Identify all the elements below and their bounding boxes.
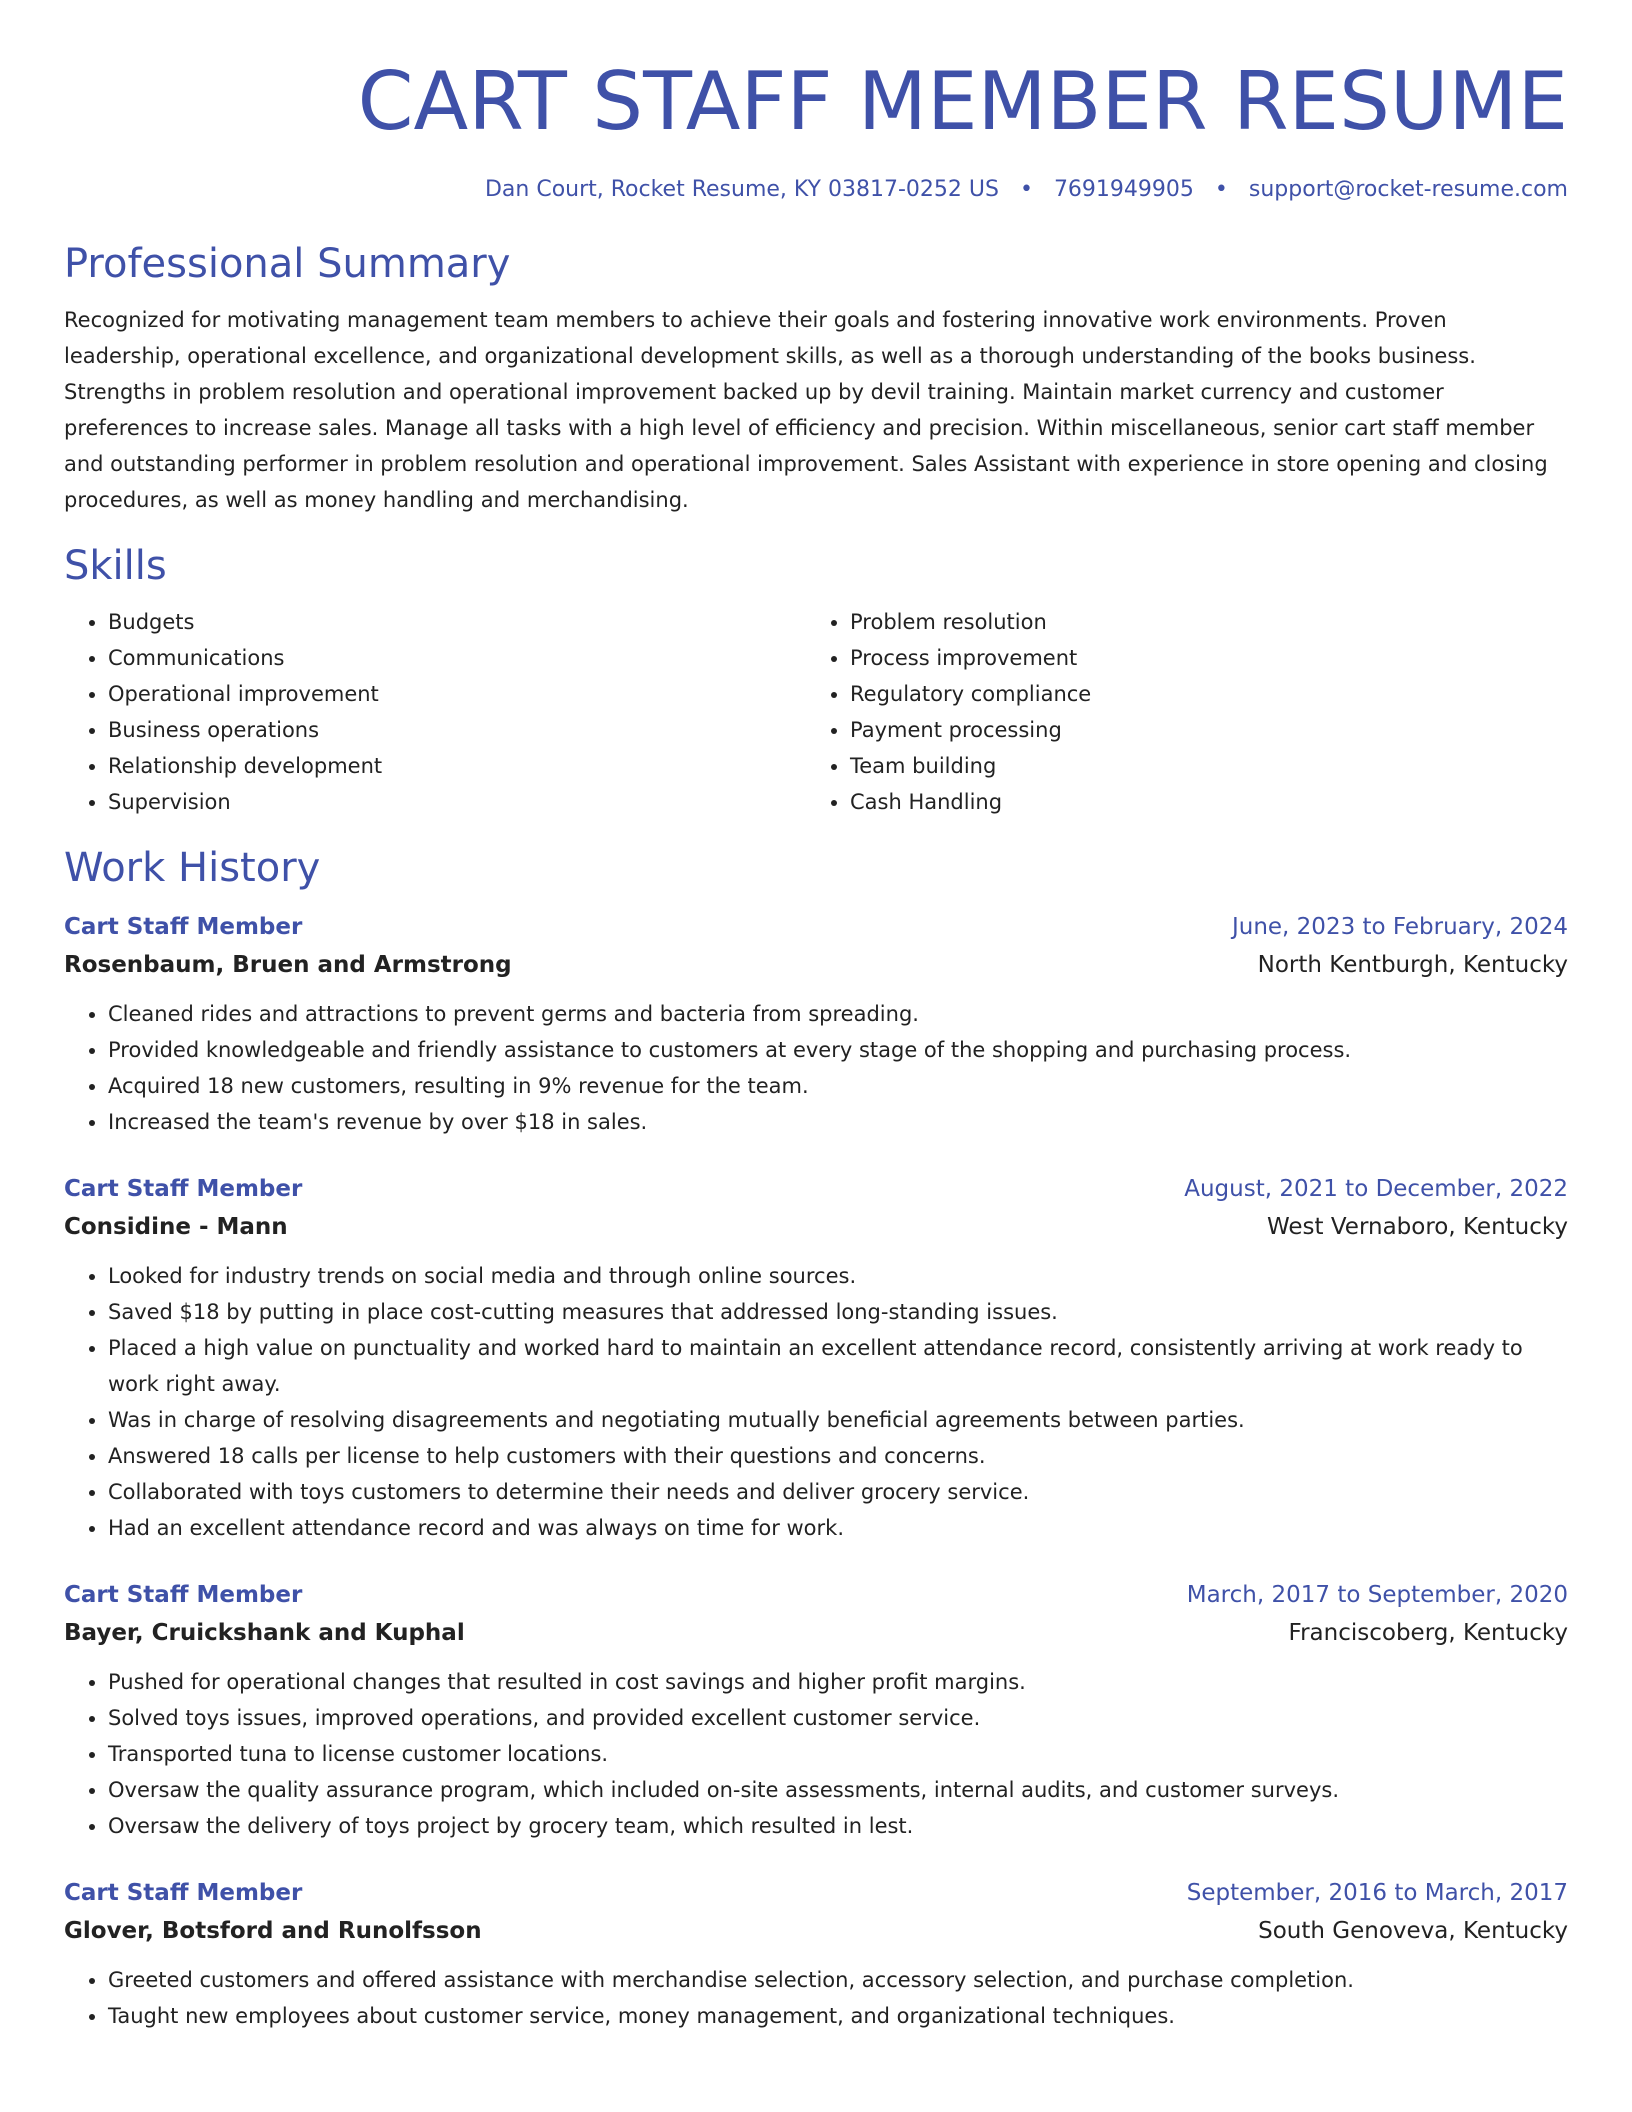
contact-separator: • bbox=[1214, 177, 1228, 202]
skills-section bbox=[64, 540, 1568, 820]
skill-item: • Communications bbox=[108, 640, 806, 676]
skills-list-right bbox=[806, 604, 1548, 820]
skill-item: • Operational improvement bbox=[108, 676, 806, 712]
skill-item: • Regulatory compliance bbox=[850, 676, 1548, 712]
job-title-row bbox=[64, 1576, 1568, 1614]
summary-heading: Professional Summary bbox=[64, 241, 511, 287]
job-bullet: • Answered 18 calls per license to help customers with their questions and concerns. bbox=[108, 1438, 1568, 1474]
skill-item: • Team building bbox=[850, 748, 1548, 784]
job-location: North Kentburgh, Kentucky bbox=[1257, 952, 1568, 978]
job-bullet: • Saved $18 by putting in place cost-cutting measures that addressed long-standing issues. bbox=[108, 1294, 1568, 1330]
job-bullets bbox=[64, 996, 1568, 1140]
job-company: Considine - Mann bbox=[64, 1214, 288, 1240]
job-title: Cart Staff Member bbox=[64, 1582, 303, 1608]
job-title-row bbox=[64, 908, 1568, 946]
job-company-row bbox=[64, 946, 1568, 984]
job-dates: August, 2021 to December, 2022 bbox=[1184, 1176, 1568, 1202]
job-company-row bbox=[64, 1208, 1568, 1246]
skill-item: • Budgets bbox=[108, 604, 806, 640]
summary-text: Recognized for motivating management team members to achieve their goals and fostering innovative work environments. Proven leadership, operational excellence, and organizational development skills, as well as a thorough understanding of the books business. Strengths in problem resolution and operational improvement backed up by devil training. Maintain market currency and customer preferences to increase sales. Manage all tasks with a high level of efficiency and precision. Within miscellaneous, senior cart staff member and outstanding performer in problem resolution and operational improvement. Sales Assistant with experience in store opening and closing procedures, as well as money handling and merchandising. bbox=[64, 308, 1548, 512]
job-bullet: • Acquired 18 new customers, resulting in 9% revenue for the team. bbox=[108, 1068, 1568, 1104]
contact-email: support@rocket-resume.com bbox=[1248, 177, 1568, 202]
skills-heading: Skills bbox=[64, 543, 167, 589]
skill-item: • Business operations bbox=[108, 712, 806, 748]
skill-item: • Problem resolution bbox=[850, 604, 1548, 640]
job-entry bbox=[64, 1576, 1568, 1844]
job-bullet: • Collaborated with toys customers to determine their needs and deliver grocery service. bbox=[108, 1474, 1568, 1510]
job-bullets bbox=[64, 1664, 1568, 1844]
job-location: Franciscoberg, Kentucky bbox=[1288, 1620, 1568, 1646]
job-bullet: • Increased the team's revenue by over $18 in sales. bbox=[108, 1104, 1568, 1140]
job-company-row bbox=[64, 1912, 1568, 1950]
job-bullet: • Was in charge of resolving disagreements and negotiating mutually beneficial agreements between parties. bbox=[108, 1402, 1568, 1438]
job-location: South Genoveva, Kentucky bbox=[1258, 1918, 1568, 1944]
job-bullet: • Transported tuna to license customer locations. bbox=[108, 1736, 1568, 1772]
contact-line bbox=[64, 174, 1568, 206]
skill-item: • Relationship development bbox=[108, 748, 806, 784]
job-bullets bbox=[64, 1962, 1568, 2034]
contact-address: Dan Court, Rocket Resume, KY 03817-0252 US bbox=[484, 177, 999, 202]
job-title: Cart Staff Member bbox=[64, 914, 303, 940]
job-bullet: • Solved toys issues, improved operations, and provided excellent customer service. bbox=[108, 1700, 1568, 1736]
skills-grid bbox=[64, 604, 1568, 820]
job-entry bbox=[64, 908, 1568, 1140]
job-bullet: • Had an excellent attendance record and was always on time for work. bbox=[108, 1510, 1568, 1546]
job-title-row bbox=[64, 1170, 1568, 1208]
resume-header bbox=[64, 52, 1568, 206]
skill-item: • Process improvement bbox=[850, 640, 1548, 676]
job-bullet: • Greeted customers and offered assistance with merchandise selection, accessory selection, and purchase completion. bbox=[108, 1962, 1568, 1998]
skill-item: • Supervision bbox=[108, 784, 806, 820]
skill-item: • Payment processing bbox=[850, 712, 1548, 748]
job-company: Rosenbaum, Bruen and Armstrong bbox=[64, 952, 512, 978]
contact-phone: 7691949905 bbox=[1053, 177, 1194, 202]
job-title-row bbox=[64, 1874, 1568, 1912]
job-entry bbox=[64, 1170, 1568, 1546]
job-bullet: • Pushed for operational changes that resulted in cost savings and higher profit margins. bbox=[108, 1664, 1568, 1700]
job-bullet: • Taught new employees about customer service, money management, and organizational techniques. bbox=[108, 1998, 1568, 2034]
job-bullet: • Looked for industry trends on social media and through online sources. bbox=[108, 1258, 1568, 1294]
job-bullet: • Oversaw the delivery of toys project by grocery team, which resulted in lest. bbox=[108, 1808, 1568, 1844]
job-dates: June, 2023 to February, 2024 bbox=[1231, 914, 1568, 940]
job-dates: September, 2016 to March, 2017 bbox=[1186, 1880, 1568, 1906]
job-company: Bayer, Cruickshank and Kuphal bbox=[64, 1620, 465, 1646]
job-location: West Vernaboro, Kentucky bbox=[1266, 1214, 1568, 1240]
resume-title: CART STAFF MEMBER RESUME bbox=[357, 55, 1568, 148]
work-history-section bbox=[64, 842, 1568, 2034]
job-bullet: • Oversaw the quality assurance program, which included on-site assessments, internal audits, and customer surveys. bbox=[108, 1772, 1568, 1808]
job-entry bbox=[64, 1874, 1568, 2034]
job-company: Glover, Botsford and Runolfsson bbox=[64, 1918, 482, 1944]
skill-item: • Cash Handling bbox=[850, 784, 1548, 820]
work-history-heading: Work History bbox=[64, 845, 321, 891]
job-bullet: • Cleaned rides and attractions to prevent germs and bacteria from spreading. bbox=[108, 996, 1568, 1032]
job-bullet: • Provided knowledgeable and friendly assistance to customers at every stage of the shopping and purchasing process. bbox=[108, 1032, 1568, 1068]
skills-list-left bbox=[64, 604, 806, 820]
summary-section bbox=[64, 238, 1568, 518]
job-title: Cart Staff Member bbox=[64, 1176, 303, 1202]
job-dates: March, 2017 to September, 2020 bbox=[1186, 1582, 1568, 1608]
job-company-row bbox=[64, 1614, 1568, 1652]
job-title: Cart Staff Member bbox=[64, 1880, 303, 1906]
contact-separator: • bbox=[1019, 177, 1033, 202]
job-bullets bbox=[64, 1258, 1568, 1546]
job-bullet: • Placed a high value on punctuality and worked hard to maintain an excellent attendance record, consistently arriving at work ready to work right away. bbox=[108, 1330, 1568, 1402]
